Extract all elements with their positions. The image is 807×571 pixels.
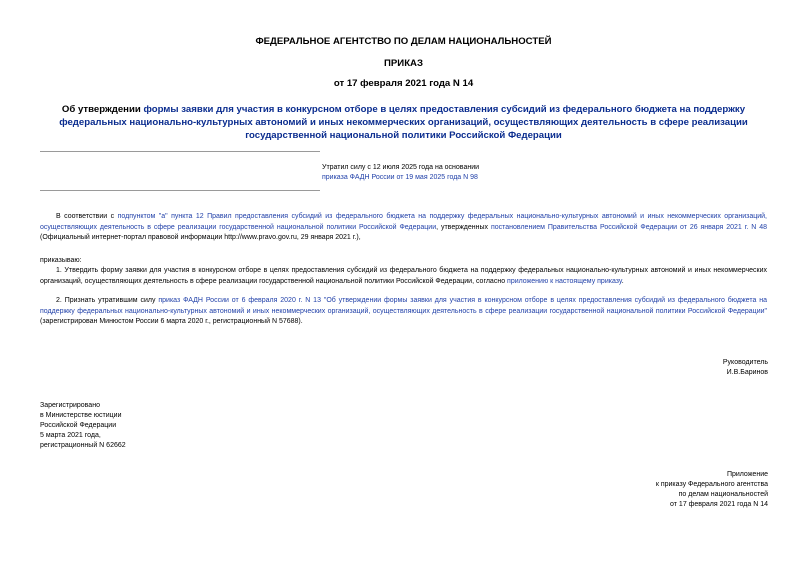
preamble-text-1: В соответствии с: [56, 213, 118, 220]
rule-bottom: [40, 190, 320, 191]
appendix-line: к приказу Федерального агентства: [655, 481, 768, 488]
registration-block: [40, 401, 240, 451]
appendix-block: [500, 470, 768, 510]
item-2-text: 2. Признать утратившим силу: [56, 297, 159, 304]
status-note-text: Утратил силу с 12 июля 2025 года на основании: [322, 164, 480, 171]
title-link[interactable]: формы заявки для участия в конкурсном отборе в целях предоставления субсидий из федерального бюджета на поддержку федеральных национально-культурных автономий и иных некоммерческих организаций, осуществляющих деятельность в сфере реализации государственной национальной политики Российской Федерации: [59, 104, 748, 141]
registration-line: регистрационный N 62662: [40, 442, 126, 449]
document-type: ПРИКАЗ: [384, 58, 423, 69]
document-date: от 17 февраля 2021 года N 14: [333, 78, 474, 89]
signature-block: [500, 358, 768, 378]
preamble-link-resolution[interactable]: постановлением Правительства Российской Федерации от 26 января 2021 г. N 48: [490, 223, 768, 231]
registration-line: в Министерстве юстиции: [40, 412, 122, 419]
status-note-link[interactable]: приказа ФАДН России от 19 мая 2025 года N 98: [322, 174, 478, 181]
item-1: [40, 266, 767, 287]
signature-name: И.В.Баринов: [726, 369, 768, 376]
rule-top: [40, 151, 320, 152]
item-1-text: 1. Утвердить форму заявки для участия в конкурсном отборе в целях предоставления субсидий из федерального бюджета на поддержку федеральных национально-культурных автономий и иных некоммерческих организаций, осуществляющих деятельность в сфере реализации государственной национальной политики Российской Федерации, согласно: [40, 267, 767, 285]
item-2: [40, 296, 767, 328]
registration-line: Зарегистрировано: [40, 402, 100, 409]
title-prefix: Об утверждении: [61, 104, 144, 115]
appendix-line: от 17 февраля 2021 года N 14: [670, 501, 768, 508]
signature-role: Руководитель: [722, 359, 768, 366]
preamble-text-2: , утвержденных: [436, 223, 491, 231]
agency-name: ФЕДЕРАЛЬНОЕ АГЕНТСТВО ПО ДЕЛАМ НАЦИОНАЛЬНОСТЕЙ: [255, 36, 552, 47]
appendix-line: Приложение: [726, 471, 768, 478]
registration-line: Российской Федерации: [40, 422, 117, 429]
item-1-appendix-link[interactable]: приложению к настоящему приказу: [507, 277, 622, 285]
preamble-paragraph: [40, 212, 767, 244]
preamble-text-3: (Официальный интернет-портал правовой информации http://www.pravo.gov.ru, 29 января 2021 г.),: [40, 234, 361, 241]
item-2-order-link[interactable]: приказ ФАДН России от 6 февраля 2020 г. N 13 "Об утверждении формы заявки для участия в конкурсном отборе в целях предоставления субсидий из федерального бюджета на поддержку федеральных национально-культурных автономий и иных некоммерческих организаций, осуществляющих деятельность в сфере реализации государственной национальной политики Российской Федерации": [40, 297, 767, 315]
item-2-end: (зарегистрирован Минюстом России 6 марта 2020 г., регистрационный N 57688).: [40, 318, 303, 325]
document-title: [40, 103, 767, 142]
registration-line: 5 марта 2021 года,: [40, 432, 101, 439]
preamble-link-rules[interactable]: подпунктом "а" пункта 12 Правил предоставления субсидий из федерального бюджета на поддержку федеральных национально-культурных автономий и иных некоммерческих организаций, осуществляющих деятельность в сфере реализации государственной национальной политики Российской Федерации: [40, 213, 768, 231]
status-note: [322, 163, 622, 183]
item-1-end: .: [621, 277, 624, 285]
appendix-line: по делам национальностей: [678, 491, 768, 498]
order-word: приказываю:: [40, 257, 82, 264]
